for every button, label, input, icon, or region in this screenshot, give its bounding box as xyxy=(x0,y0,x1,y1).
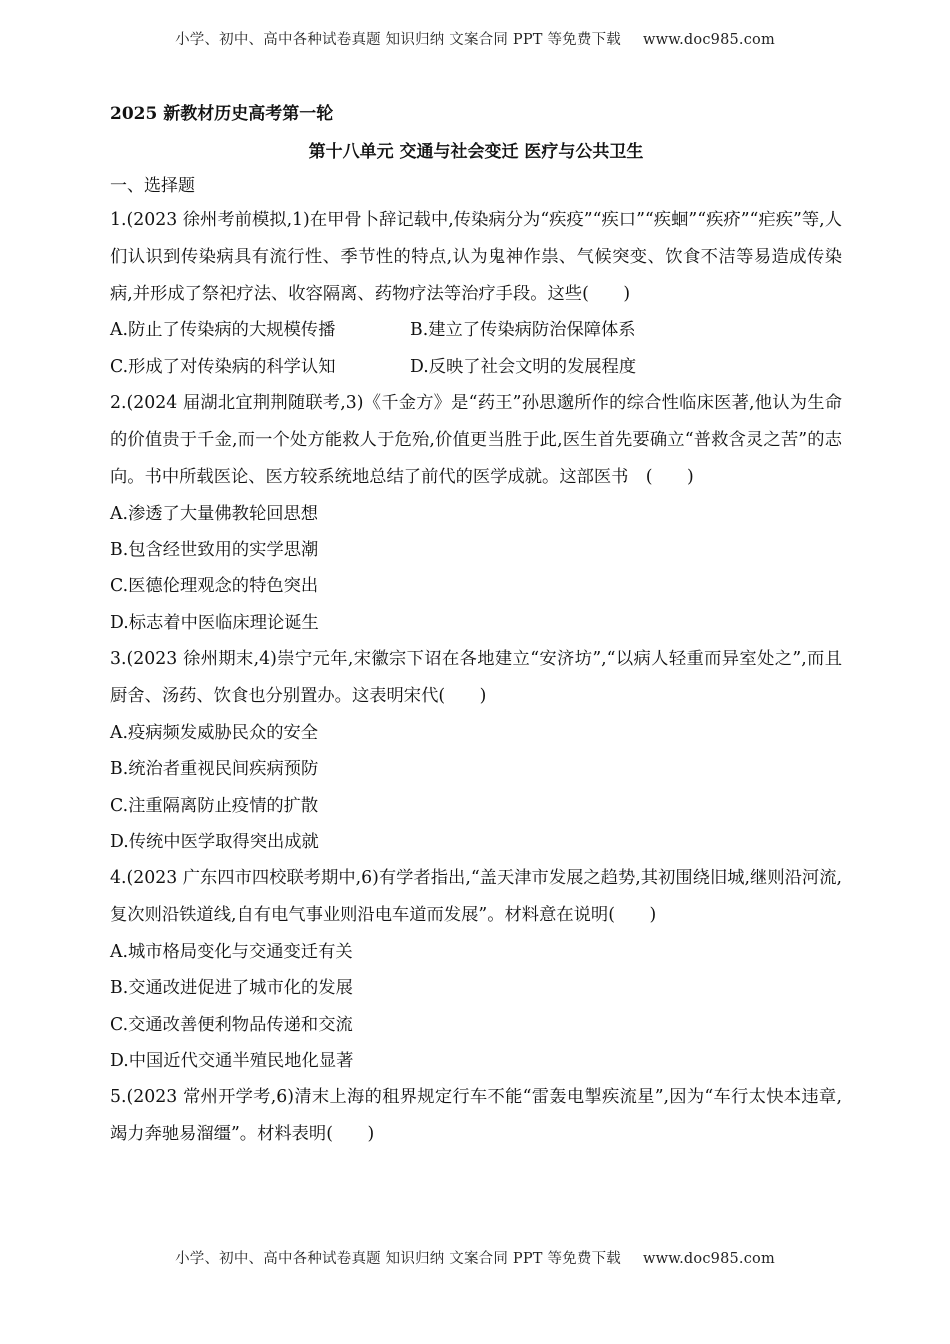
footer-site: www.doc985.com xyxy=(642,1251,775,1267)
doc-title: 2025 新教材历史高考第一轮 xyxy=(110,104,334,124)
document-body xyxy=(110,100,842,1153)
question-3 xyxy=(110,641,842,860)
option-d: D.反映了社会文明的发展程度 xyxy=(410,356,637,377)
option-a: A.疫病频发威胁民众的安全 xyxy=(110,722,319,743)
option-a: A.城市格局变化与交通变迁有关 xyxy=(110,941,353,962)
option-b: B.建立了传染病防治保障体系 xyxy=(410,320,636,341)
option-d: D.标志着中医临床理论诞生 xyxy=(110,612,319,633)
option-a: A.防止了传染病的大规模传播 xyxy=(110,320,336,341)
option-c: C.形成了对传染病的科学认知 xyxy=(110,356,336,377)
option-d: D.传统中医学取得突出成就 xyxy=(110,831,319,852)
page-footer xyxy=(0,1247,950,1268)
page-header xyxy=(0,28,950,49)
option-a: A.渗透了大量佛教轮回思想 xyxy=(110,503,319,524)
question-5 xyxy=(110,1079,842,1153)
question-stem: 4.(2023 广东四市四校联考期中,6)有学者指出,“盖天津市发展之趋势,其初围绕旧城,继则沿河流,复次则沿铁道线,自有电气事业则沿电车道而发展”。材料意在说明( ) xyxy=(110,868,842,926)
option-c: C.注重隔离防止疫情的扩散 xyxy=(110,795,319,816)
option-c: C.交通改善便利物品传递和交流 xyxy=(110,1014,353,1035)
option-row xyxy=(110,349,842,385)
option-b: B.统治者重视民间疾病预防 xyxy=(110,759,319,780)
question-stem: 2.(2024 届湖北宜荆荆随联考,3)《千金方》是“药王”孙思邈所作的综合性临床医著,他认为生命的价值贵于千金,而一个处方能救人于危殆,价值更当胜于此,医生首先要确立“普救含灵之苦”的志向。书中所载医论、医方较系统地总结了前代的医学成就。这部医书 ( ) xyxy=(110,393,842,487)
option-c: C.医德伦理观念的特色突出 xyxy=(110,576,319,597)
question-1 xyxy=(110,202,842,385)
question-stem: 5.(2023 常州开学考,6)清末上海的租界规定行车不能“雷轰电掣疾流星”,因为“车行太快本违章,竭力奔驰易溜缰”。材料表明( ) xyxy=(110,1087,842,1145)
option-b: B.交通改进促进了城市化的发展 xyxy=(110,978,353,999)
question-stem: 1.(2023 徐州考前模拟,1)在甲骨卜辞记载中,传染病分为“疾疫”“疾口”“疾蛔”“疾疥”“疟疾”等,人们认识到传染病具有流行性、季节性的特点,认为鬼神作祟、气候突变、饮食不洁等易造成传染病,并形成了祭祀疗法、收容隔离、药物疗法等治疗手段。这些( ) xyxy=(110,210,842,304)
header-text: 小学、初中、高中各种试卷真题 知识归纳 文案合同 PPT 等免费下载 xyxy=(175,32,621,48)
option-b: B.包含经世致用的实学思潮 xyxy=(110,539,319,560)
section-title: 一、选择题 xyxy=(110,176,195,196)
footer-text: 小学、初中、高中各种试卷真题 知识归纳 文案合同 PPT 等免费下载 xyxy=(175,1251,621,1267)
question-stem: 3.(2023 徐州期末,4)崇宁元年,宋徽宗下诏在各地建立“安济坊”,“以病人轻重而异室处之”,而且厨舍、汤药、饮食也分别置办。这表明宋代( ) xyxy=(110,649,842,706)
question-4 xyxy=(110,860,842,1079)
question-2 xyxy=(110,385,842,641)
unit-title: 第十八单元 交通与社会变迁 医疗与公共卫生 xyxy=(308,142,644,162)
option-d: D.中国近代交通半殖民地化显著 xyxy=(110,1051,354,1072)
option-row xyxy=(110,312,842,348)
header-site: www.doc985.com xyxy=(642,32,775,48)
